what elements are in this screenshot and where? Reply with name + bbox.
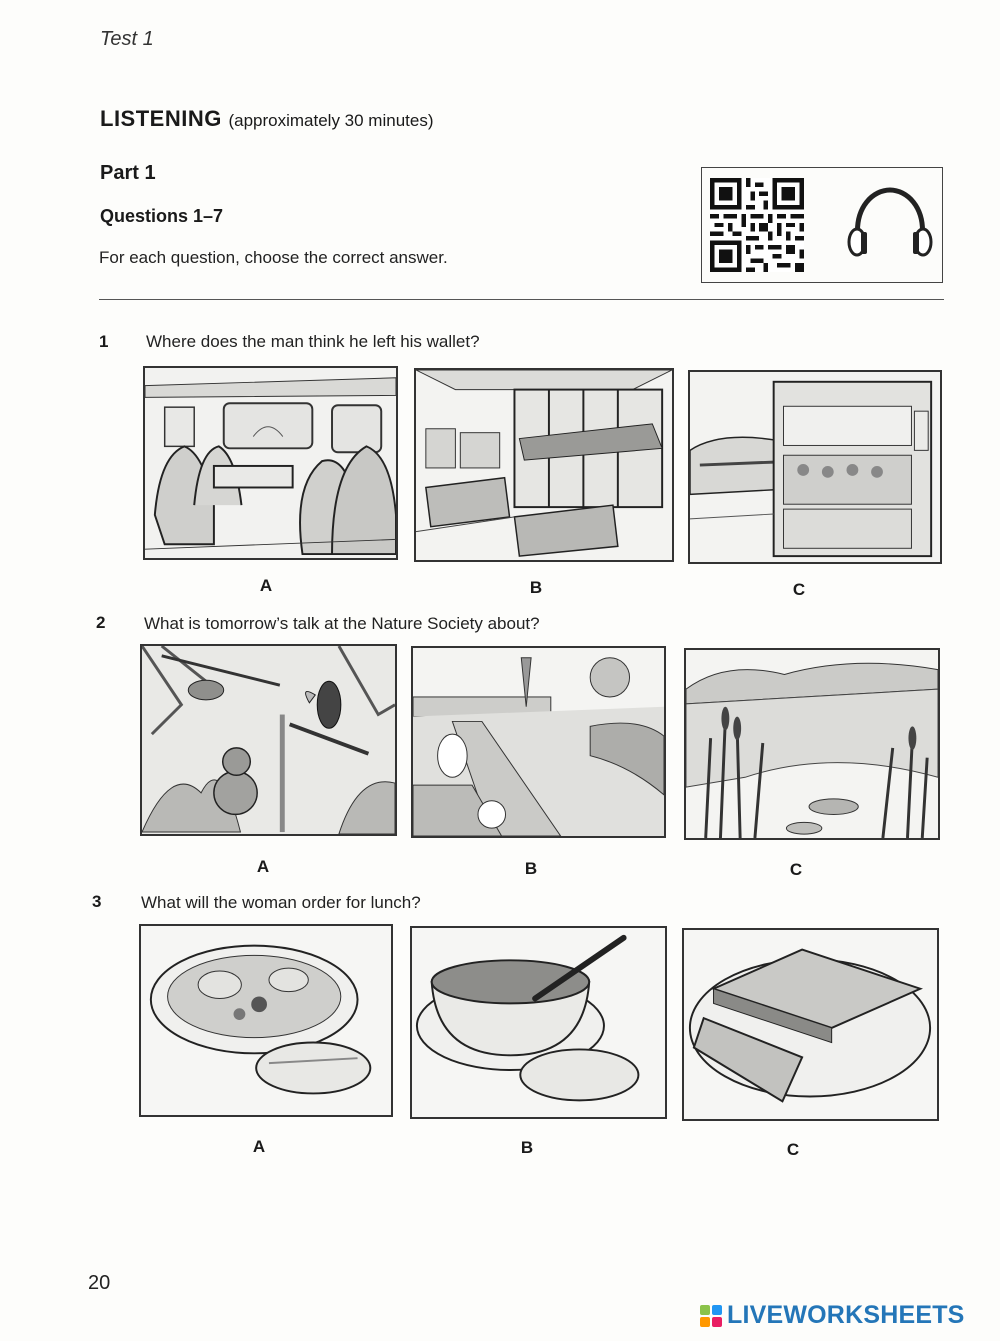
part-title: Part 1: [100, 162, 156, 184]
option-label: A: [252, 1137, 266, 1156]
option-label: B: [524, 859, 538, 878]
section-duration: (approximately 30 minutes): [228, 111, 434, 130]
audio-box: [701, 167, 943, 283]
section-title-text: LISTENING: [100, 106, 222, 131]
train-carriage-picture[interactable]: [143, 366, 398, 560]
question-number: 1: [99, 332, 109, 351]
question-number: 3: [92, 892, 102, 911]
soup-picture[interactable]: [410, 926, 667, 1119]
station-kiosk-picture[interactable]: [688, 370, 942, 564]
lake-picture[interactable]: [684, 648, 940, 840]
instructions: For each question, choose the correct answer.: [99, 248, 448, 267]
section-title: [100, 106, 434, 132]
waiting-room-picture[interactable]: [414, 368, 674, 562]
sandwich-picture[interactable]: [682, 928, 939, 1121]
rainforest-animals-picture[interactable]: [140, 644, 397, 836]
qr-code-icon[interactable]: [710, 178, 804, 272]
salad-picture[interactable]: [139, 924, 393, 1117]
page-number: 20: [88, 1272, 111, 1294]
option-label: C: [792, 580, 806, 599]
question-text: Where does the man think he left his wallet?: [146, 332, 480, 351]
test-label: Test 1: [100, 28, 154, 50]
headphones-icon: [844, 186, 936, 264]
option-label: A: [256, 857, 270, 876]
option-label: C: [786, 1140, 800, 1159]
questions-range: Questions 1–7: [100, 206, 224, 226]
option-label: B: [520, 1138, 534, 1157]
garden-picture[interactable]: [411, 646, 666, 838]
liveworksheets-logo-icon: [700, 1305, 722, 1327]
option-label: B: [529, 578, 543, 597]
liveworksheets-brand[interactable]: LIVEWORKSHEETS: [727, 1301, 965, 1329]
option-label: A: [259, 576, 273, 595]
section-divider: [99, 299, 944, 300]
option-label: C: [789, 860, 803, 879]
question-number: 2: [96, 613, 106, 632]
question-text: What is tomorrow’s talk at the Nature Society about?: [144, 614, 540, 633]
question-text: What will the woman order for lunch?: [141, 893, 421, 912]
